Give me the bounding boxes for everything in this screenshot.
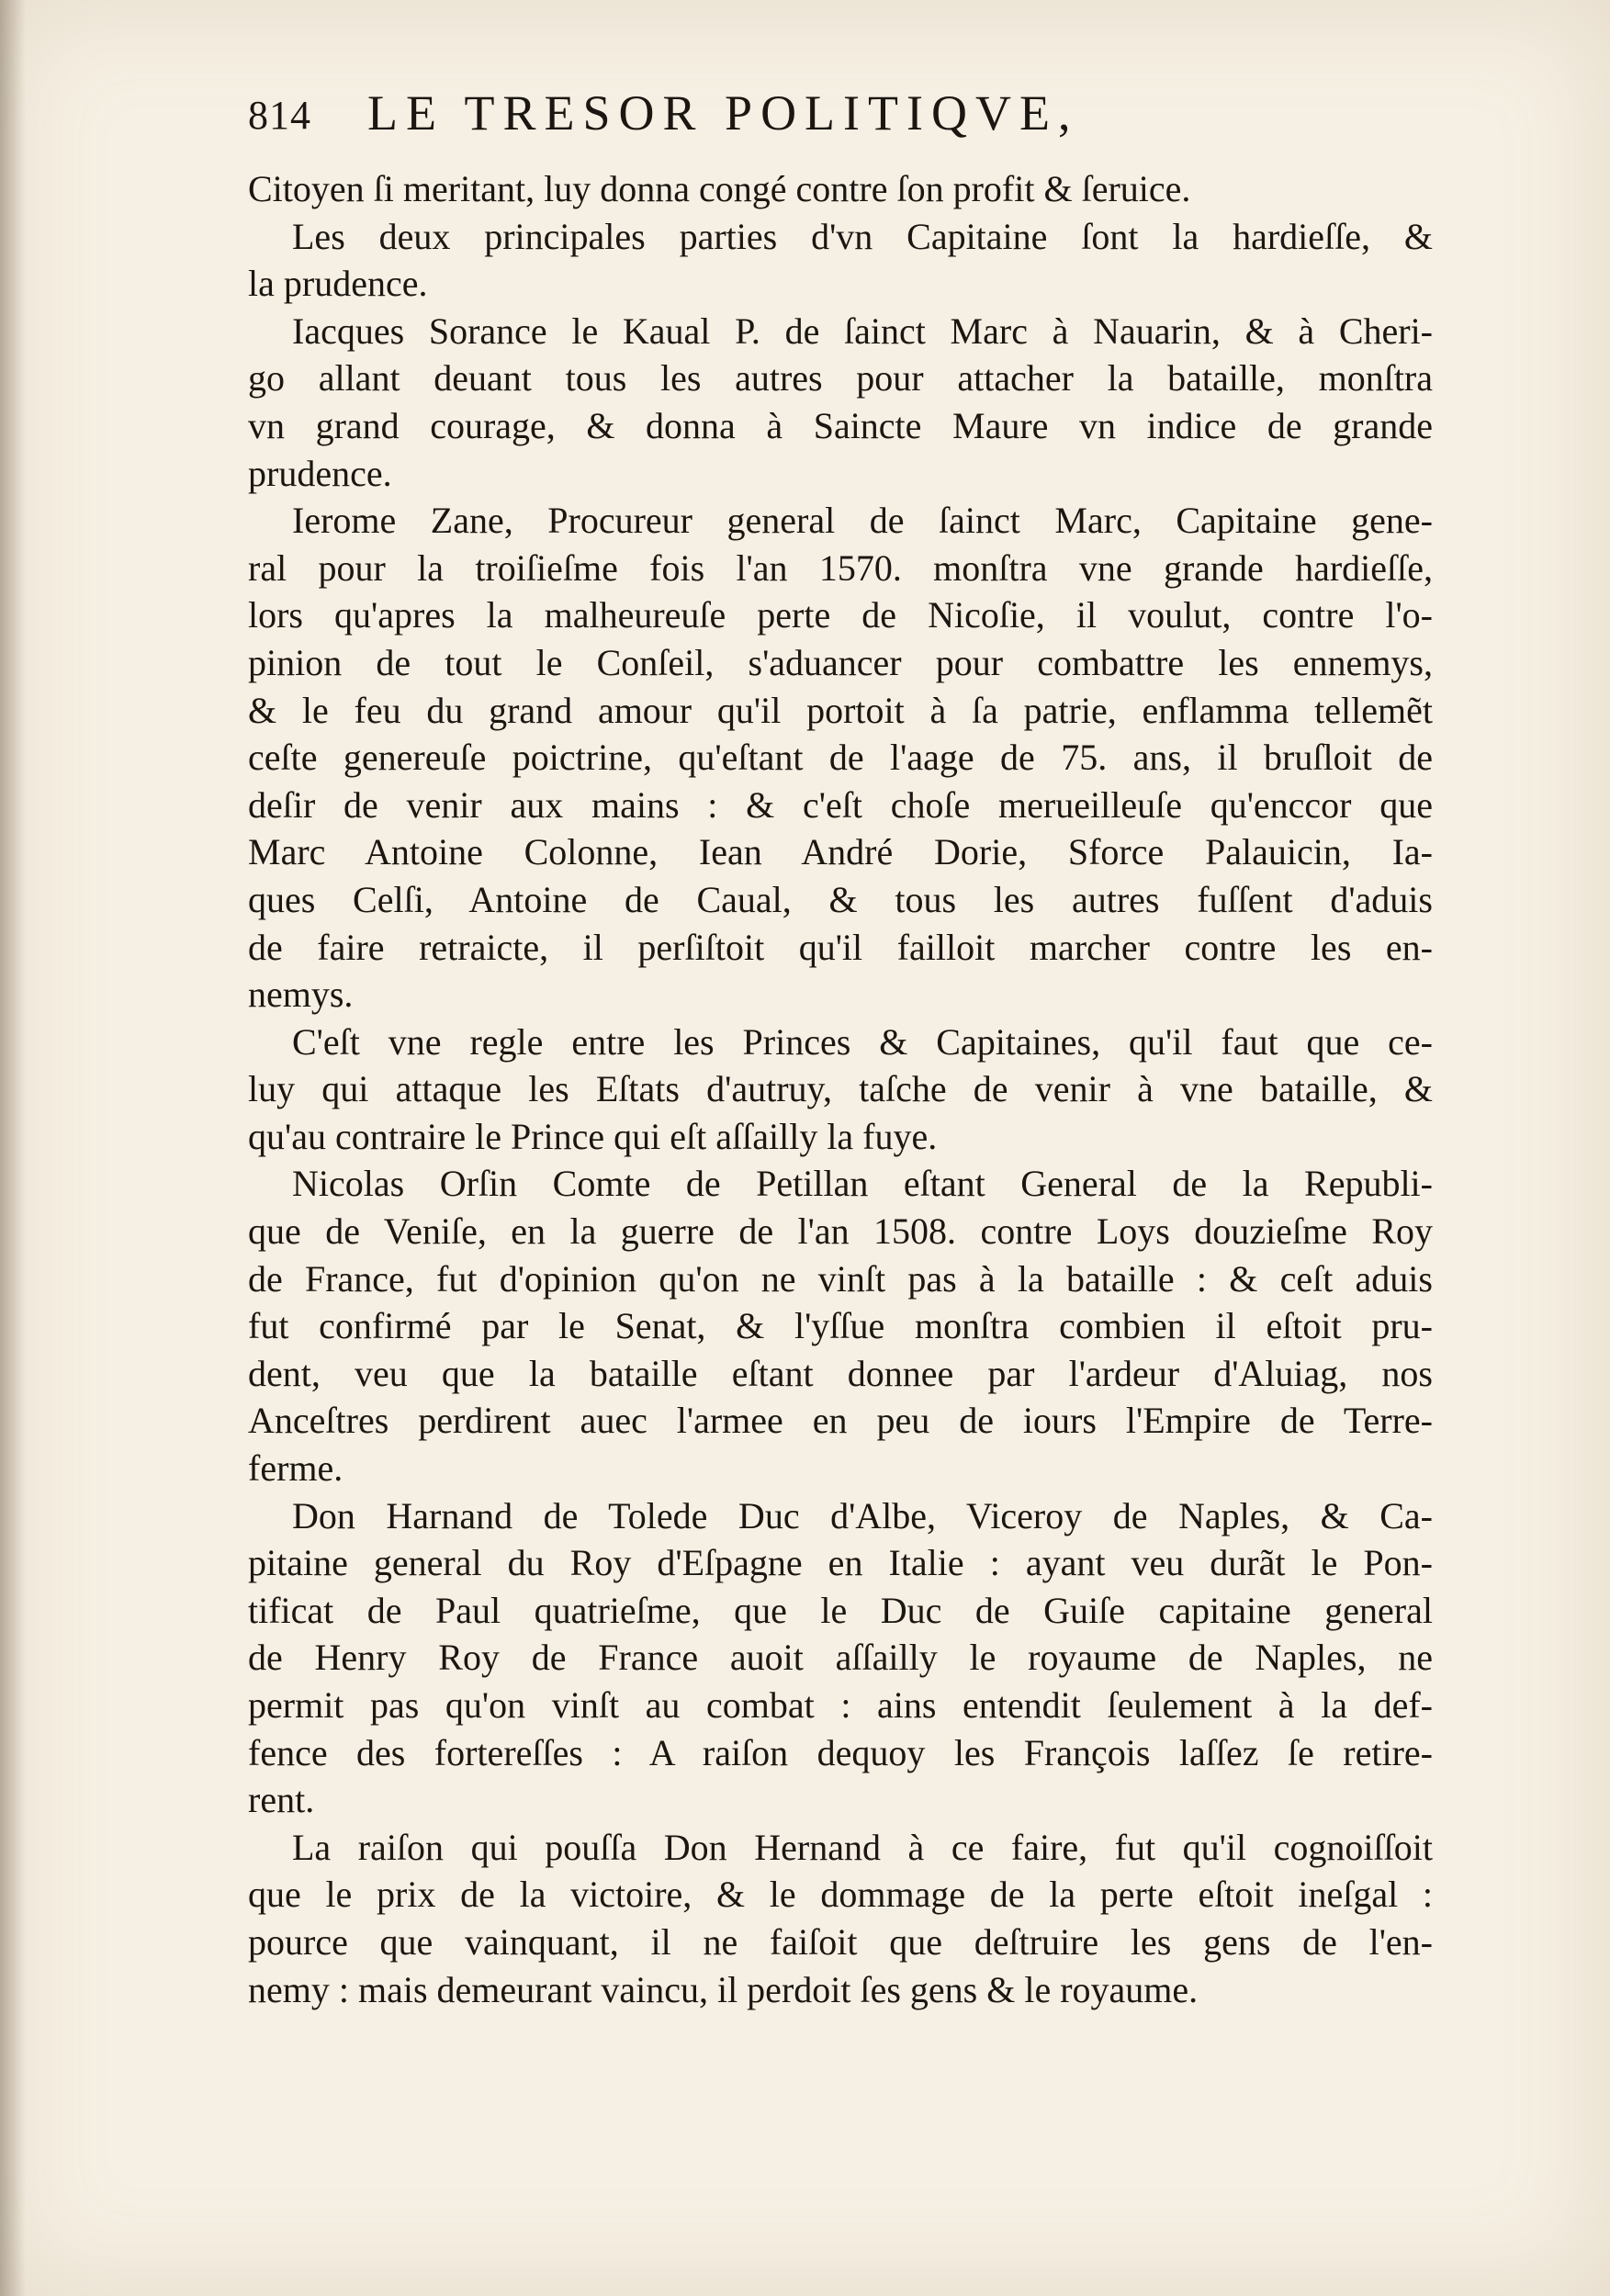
text-line: Nicolas Orſin Comte de Petillan eſtant General de la Republi- [292, 1163, 1433, 1205]
text-line: lors qu'apres la malheureuſe perte de Nicoſie, il voulut, contre l'o- [248, 594, 1433, 636]
text-line: fence des fortereſſes : A raiſon dequoy les François laſſez ſe retire- [248, 1731, 1433, 1773]
text-line: nemys. [248, 974, 354, 1016]
paragraph [248, 1160, 1433, 1491]
text-line: Don Harnand de Tolede Duc d'Albe, Viceroy de Naples, & Ca- [292, 1494, 1433, 1536]
text-line: de faire retraicte, il perſiſtoit qu'il failloit marcher contre les en- [248, 926, 1433, 968]
text-line: que de Veniſe, en la guerre de l'an 1508. contre Loys douzieſme Roy [248, 1210, 1433, 1253]
text-line: Ierome Zane, Procureur general de ſainct Marc, Capitaine gene- [292, 500, 1433, 542]
text-line: ques Celſi, Antoine de Caual, & tous les autres fuſſent d'aduis [248, 878, 1433, 920]
running-title: LE TRESOR POLITIQVE, [367, 85, 1079, 141]
page-number: 814 [248, 93, 311, 138]
text-line: go allant deuant tous les autres pour attacher la bataille, monſtra [248, 357, 1433, 400]
paragraph [248, 1492, 1433, 1824]
paragraph [248, 1824, 1433, 2013]
text-line: luy qui attaque les Eſtats d'autruy, taſche de venir à vne bataille, & [248, 1068, 1433, 1110]
text-line: qu'au contraire le Prince qui eſt aſſailly la fuye. [248, 1115, 938, 1157]
body-text [248, 165, 1433, 2013]
text-line: Les deux principales parties d'vn Capitaine ſont la hardieſſe, & [292, 215, 1433, 257]
text-line: la prudence. [248, 263, 428, 305]
text-line: Citoyen ſi meritant, luy donna congé contre ſon profit & ſeruice. [248, 168, 1191, 209]
text-line: & le feu du grand amour qu'il portoit à ſa patrie, enflamma tellemẽt [248, 689, 1433, 731]
paragraph [248, 213, 1433, 308]
paragraph [248, 1019, 1433, 1161]
text-line: Anceſtres perdirent auec l'armee en peu de iours l'Empire de Terre- [248, 1400, 1433, 1442]
text-line: de France, fut d'opinion qu'on ne vinſt pas à la bataille : & ceſt aduis [248, 1257, 1433, 1300]
paragraph [248, 497, 1433, 1019]
text-line: nemy : mais demeurant vaincu, il perdoit ſes gens & le royaume. [248, 1968, 1199, 2010]
text-line: La raiſon qui pouſſa Don Hernand à ce faire, fut qu'il cognoiſſoit [292, 1826, 1433, 1868]
text-line: rent. [248, 1779, 315, 1821]
text-line: pinion de tout le Conſeil, s'aduancer pour combattre les ennemys, [248, 641, 1433, 683]
text-line: Marc Antoine Colonne, Iean André Dorie, Sforce Palauicin, Ia- [248, 831, 1433, 873]
text-line: vn grand courage, & donna à Saincte Maure vn indice de grande [248, 404, 1433, 446]
text-line: tificat de Paul quatrieſme, que le Duc de Guiſe capitaine general [248, 1589, 1433, 1631]
text-line: prudence. [248, 452, 392, 494]
text-line: Iacques Sorance le Kaual P. de ſainct Marc à Nauarin, & à Cheri- [292, 310, 1433, 352]
paragraph [248, 308, 1433, 497]
text-line: permit pas qu'on vinſt au combat : ains entendit ſeulement à la def- [248, 1684, 1433, 1726]
text-line: deſir de venir aux mains : & c'eſt choſe merueilleuſe qu'enccor que [248, 783, 1433, 826]
text-line: pource que vainquant, il ne faiſoit que deſtruire les gens de l'en- [248, 1920, 1433, 1963]
text-line: C'eſt vne regle entre les Princes & Capitaines, qu'il faut que ce- [292, 1020, 1433, 1063]
page-header [248, 84, 1442, 158]
text-line: pitaine general du Roy d'Eſpagne en Italie : ayant veu durãt le Pon- [248, 1542, 1433, 1584]
text-line: ceſte genereuſe poictrine, qu'eſtant de l'aage de 75. ans, il bruſloit de [248, 737, 1433, 779]
text-line: dent, veu que la bataille eſtant donnee par l'ardeur d'Aluiag, nos [248, 1352, 1433, 1394]
text-line: fut confirmé par le Senat, & l'yſſue monſtra combien il eſtoit pru- [248, 1305, 1433, 1347]
text-line: de Henry Roy de France auoit aſſailly le royaume de Naples, ne [248, 1637, 1433, 1679]
text-line: ral pour la troiſieſme fois l'an 1570. monſtra vne grande hardieſſe, [248, 546, 1433, 589]
binding-shadow [0, 0, 26, 2296]
text-line: que le prix de la victoire, & le dommage de la perte eſtoit ineſgal : [248, 1874, 1433, 1916]
paragraph [248, 165, 1433, 213]
text-line: ferme. [248, 1447, 343, 1490]
